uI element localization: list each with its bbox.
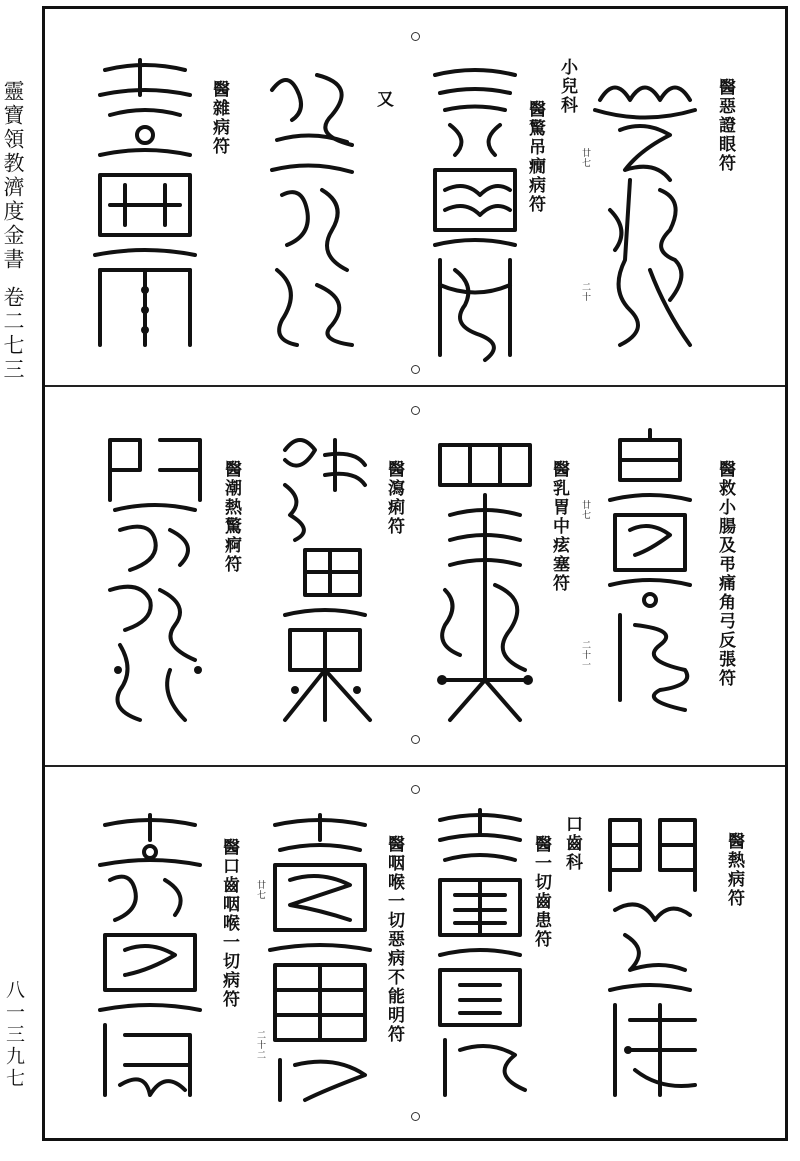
- talisman-mouth-symbol: [90, 810, 210, 1100]
- circle-marker: [411, 32, 420, 41]
- talisman-fever-symbol: [100, 430, 210, 720]
- page-mark: 廿七: [255, 880, 265, 900]
- talisman-caption: 醫乳胃中痃塞符: [549, 460, 569, 593]
- section-heading: 口齒科: [562, 815, 582, 872]
- circle-marker: [411, 1112, 420, 1121]
- panel-divider: [45, 385, 785, 387]
- talisman-misc-symbol: [90, 55, 200, 355]
- talisman-repeat-symbol: [262, 60, 362, 350]
- talisman-teeth-symbol: [430, 805, 530, 1095]
- talisman-convulsion-symbol: [425, 55, 525, 365]
- circle-marker: [411, 406, 420, 415]
- talisman-caption: 醫口齒咽喉一切病符: [219, 838, 239, 1009]
- talisman-caption: 醫瀉痢符: [384, 460, 404, 536]
- page-mark: 廿七: [580, 148, 590, 168]
- page-mark: 二十: [580, 282, 590, 302]
- talisman-caption: 醫一切齒患符: [531, 835, 551, 949]
- page-mark: 二十二: [255, 1030, 265, 1060]
- talisman-caption: 醫惡證眼符: [715, 78, 735, 173]
- page-mark: 廿七: [580, 500, 590, 520]
- talisman-caption: 又: [373, 90, 393, 109]
- section-heading: 小兒科: [557, 58, 577, 115]
- circle-marker: [411, 785, 420, 794]
- circle-marker: [411, 365, 420, 374]
- talisman-diarrhea-symbol: [275, 430, 375, 720]
- panel-divider: [45, 765, 785, 767]
- talisman-caption: 醫雜病符: [209, 80, 229, 156]
- talisman-eye-symbol: [590, 60, 700, 350]
- talisman-caption: 醫潮熱驚痾符: [221, 460, 241, 574]
- talisman-throat-symbol: [265, 810, 375, 1100]
- page-number: 八一三九七: [3, 980, 25, 1090]
- talisman-caption: 醫驚吊癇病符: [525, 100, 545, 214]
- talisman-stomach-symbol: [430, 430, 540, 720]
- talisman-heat-symbol: [600, 810, 700, 1100]
- circle-marker: [411, 735, 420, 744]
- book-title: 靈寶領教濟度金書卷二七三: [1, 80, 25, 382]
- talisman-spasm-symbol: [600, 430, 700, 720]
- talisman-caption: 醫咽喉一切惡病不能明符: [384, 835, 404, 1044]
- talisman-caption: 醫熱病符: [724, 832, 744, 908]
- talisman-caption: 醫救小腸及弔痛角弓反張符: [715, 460, 735, 688]
- page-mark: 二十一: [580, 640, 590, 670]
